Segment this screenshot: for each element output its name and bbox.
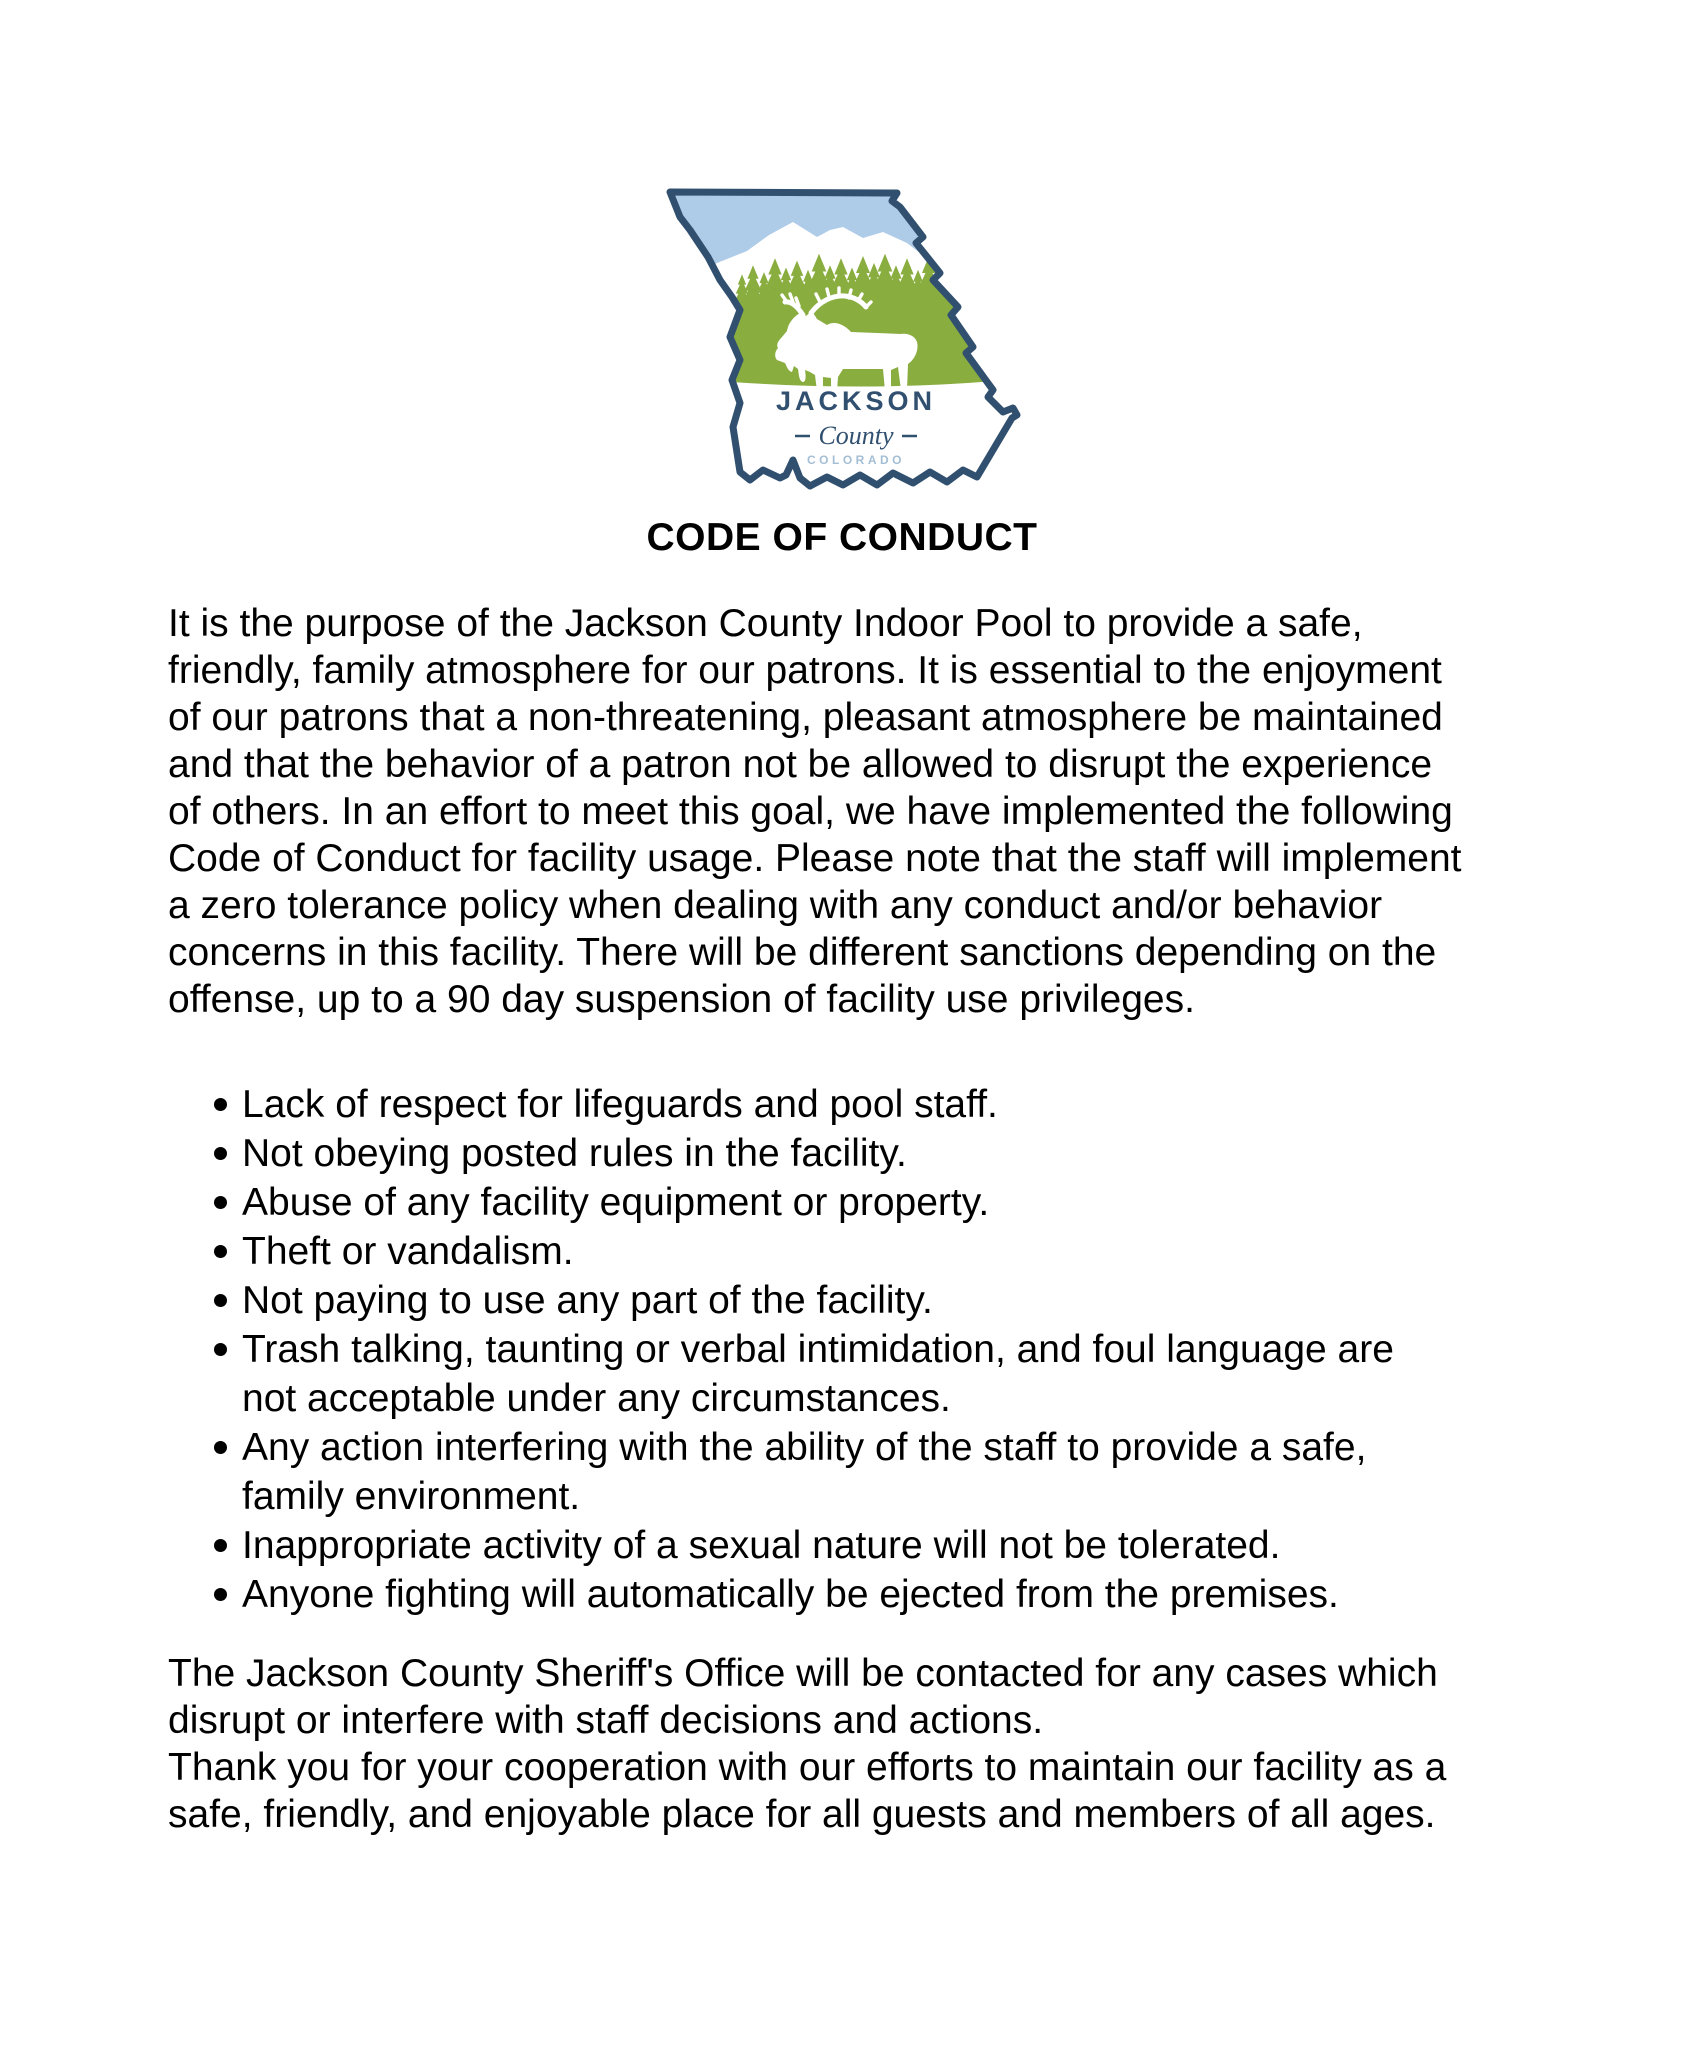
rule-line: Lack of respect for lifeguards and pool staff. [242,1083,998,1126]
document-title: CODE OF CONDUCT [646,516,1038,559]
rule-item [242,1570,1488,1619]
rule-item [242,1325,1488,1423]
bullet-icon [214,1539,227,1552]
intro-line: a zero tolerance policy when dealing with any conduct and/or behavior [168,884,1383,927]
intro-line: and that the behavior of a patron not be allowed to disrupt the experience [168,743,1433,786]
intro-line: Code of Conduct for facility usage. Please note that the staff will implement [168,837,1462,880]
bullet-icon [214,1343,227,1356]
jackson-county-logo [647,188,1037,490]
intro-line: of others. In an effort to meet this goal, we have implemented the following [168,790,1453,833]
intro-line: of our patrons that a non-threatening, pleasant atmosphere be maintained [168,696,1443,739]
rule-line: Theft or vandalism. [242,1230,574,1273]
bullet-icon [214,1245,227,1258]
logo-county-name: JACKSON [775,386,937,416]
rule-line: Trash talking, taunting or verbal intimidation, and foul language are [242,1328,1394,1371]
bullet-icon [214,1196,227,1209]
bullet-icon [214,1588,227,1601]
intro-line: concerns in this facility. There will be different sanctions depending on the [168,931,1437,974]
jackson-county-logo-graphic [647,188,1037,490]
rule-item [242,1178,1488,1227]
rule-item [242,1276,1488,1325]
bullet-icon [214,1147,227,1160]
rule-line: Not paying to use any part of the facility. [242,1279,933,1322]
rule-item [242,1129,1488,1178]
intro-paragraph [168,600,1498,1023]
bullet-icon [214,1441,227,1454]
rule-item [242,1227,1488,1276]
rule-line: family environment. [242,1475,581,1518]
intro-line: It is the purpose of the Jackson County Indoor Pool to provide a safe, [168,602,1363,645]
rule-line: Any action interfering with the ability of the staff to provide a safe, [242,1426,1367,1469]
closing-line: disrupt or interfere with staff decisions and actions. [168,1699,1044,1742]
rule-item [242,1423,1488,1521]
rule-item [242,1080,1488,1129]
bullet-icon [214,1098,227,1111]
closing-line: Thank you for your cooperation with our efforts to maintain our facility as a [168,1746,1447,1789]
rule-line: not acceptable under any circumstances. [242,1377,951,1420]
logo-county-script: County [818,421,894,450]
rule-line: Not obeying posted rules in the facility. [242,1132,907,1175]
intro-line: offense, up to a 90 day suspension of facility use privileges. [168,978,1195,1021]
bullet-icon [214,1294,227,1307]
rule-line: Abuse of any facility equipment or property. [242,1181,990,1224]
closing-line: The Jackson County Sheriff's Office will be contacted for any cases which [168,1652,1438,1695]
logo-state-name: COLORADO [807,453,905,467]
rules-list [168,1080,1488,1619]
rule-item [242,1521,1488,1570]
rule-line: Anyone fighting will automatically be ejected from the premises. [242,1573,1339,1616]
closing-paragraph [168,1650,1498,1838]
closing-line: safe, friendly, and enjoyable place for all guests and members of all ages. [168,1793,1436,1836]
rule-line: Inappropriate activity of a sexual nature will not be tolerated. [242,1524,1281,1567]
intro-line: friendly, family atmosphere for our patrons. It is essential to the enjoyment [168,649,1442,692]
